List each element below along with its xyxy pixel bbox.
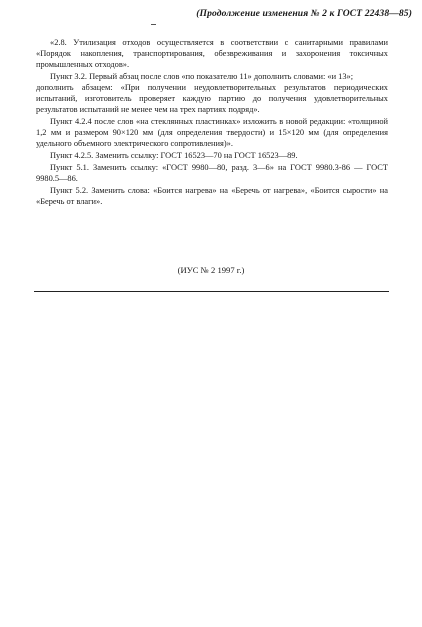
closing-rule [34, 291, 389, 292]
paragraph-clause-4-2-4: Пункт 4.2.4 после слов «на стеклянных пластинках» изложить в новой редакции: «толщиной 1,2 мм и размером 90×120 мм (для определения твердости) и 15×120 мм (для определения удельного объемного электрического сопротивления)». [36, 116, 388, 148]
continuation-header: (Продолжение изменения № 2 к ГОСТ 22438—85) [196, 8, 412, 19]
amendment-text [36, 38, 388, 209]
scan-speck [151, 24, 156, 25]
paragraph-clause-5-2: Пункт 5.2. Заменить слова: «Боится нагрева» на «Беречь от нагрева», «Боится сырости» на «Беречь от влаги». [36, 185, 388, 206]
paragraph-clause-5-1: Пункт 5.1. Заменить ссылку: «ГОСТ 9980—80, разд. 3—6» на ГОСТ 9980.3-86 — ГОСТ 9980.5—86. [36, 162, 388, 183]
publication-source: (ИУС № 2 1997 г.) [177, 265, 245, 275]
paragraph-2-8: «2.8. Утилизация отходов осуществляется в соответствии с санитарными правилами «Порядок накопления, транспортирования, обезвреживания и захоронения токсичных промышленных отходов». [36, 38, 388, 69]
paragraph-clause-4-2-5: Пункт 4.2.5. Заменить ссылку: ГОСТ 16523—70 на ГОСТ 16523—89. [50, 150, 298, 160]
paragraph-clause-3-2-addition: дополнить абзацем: «При получении неудовлетворительных результатов периодических испытаний, изготовитель проверяет каждую партию до получения удовлетворительных результатов испытаний не менее чем на трех партиях подряд». [36, 82, 388, 114]
paragraph-clause-3-2: Пункт 3.2. Первый абзац после слов «по показателю 11» дополнить словами: «и 13»; [50, 71, 354, 81]
